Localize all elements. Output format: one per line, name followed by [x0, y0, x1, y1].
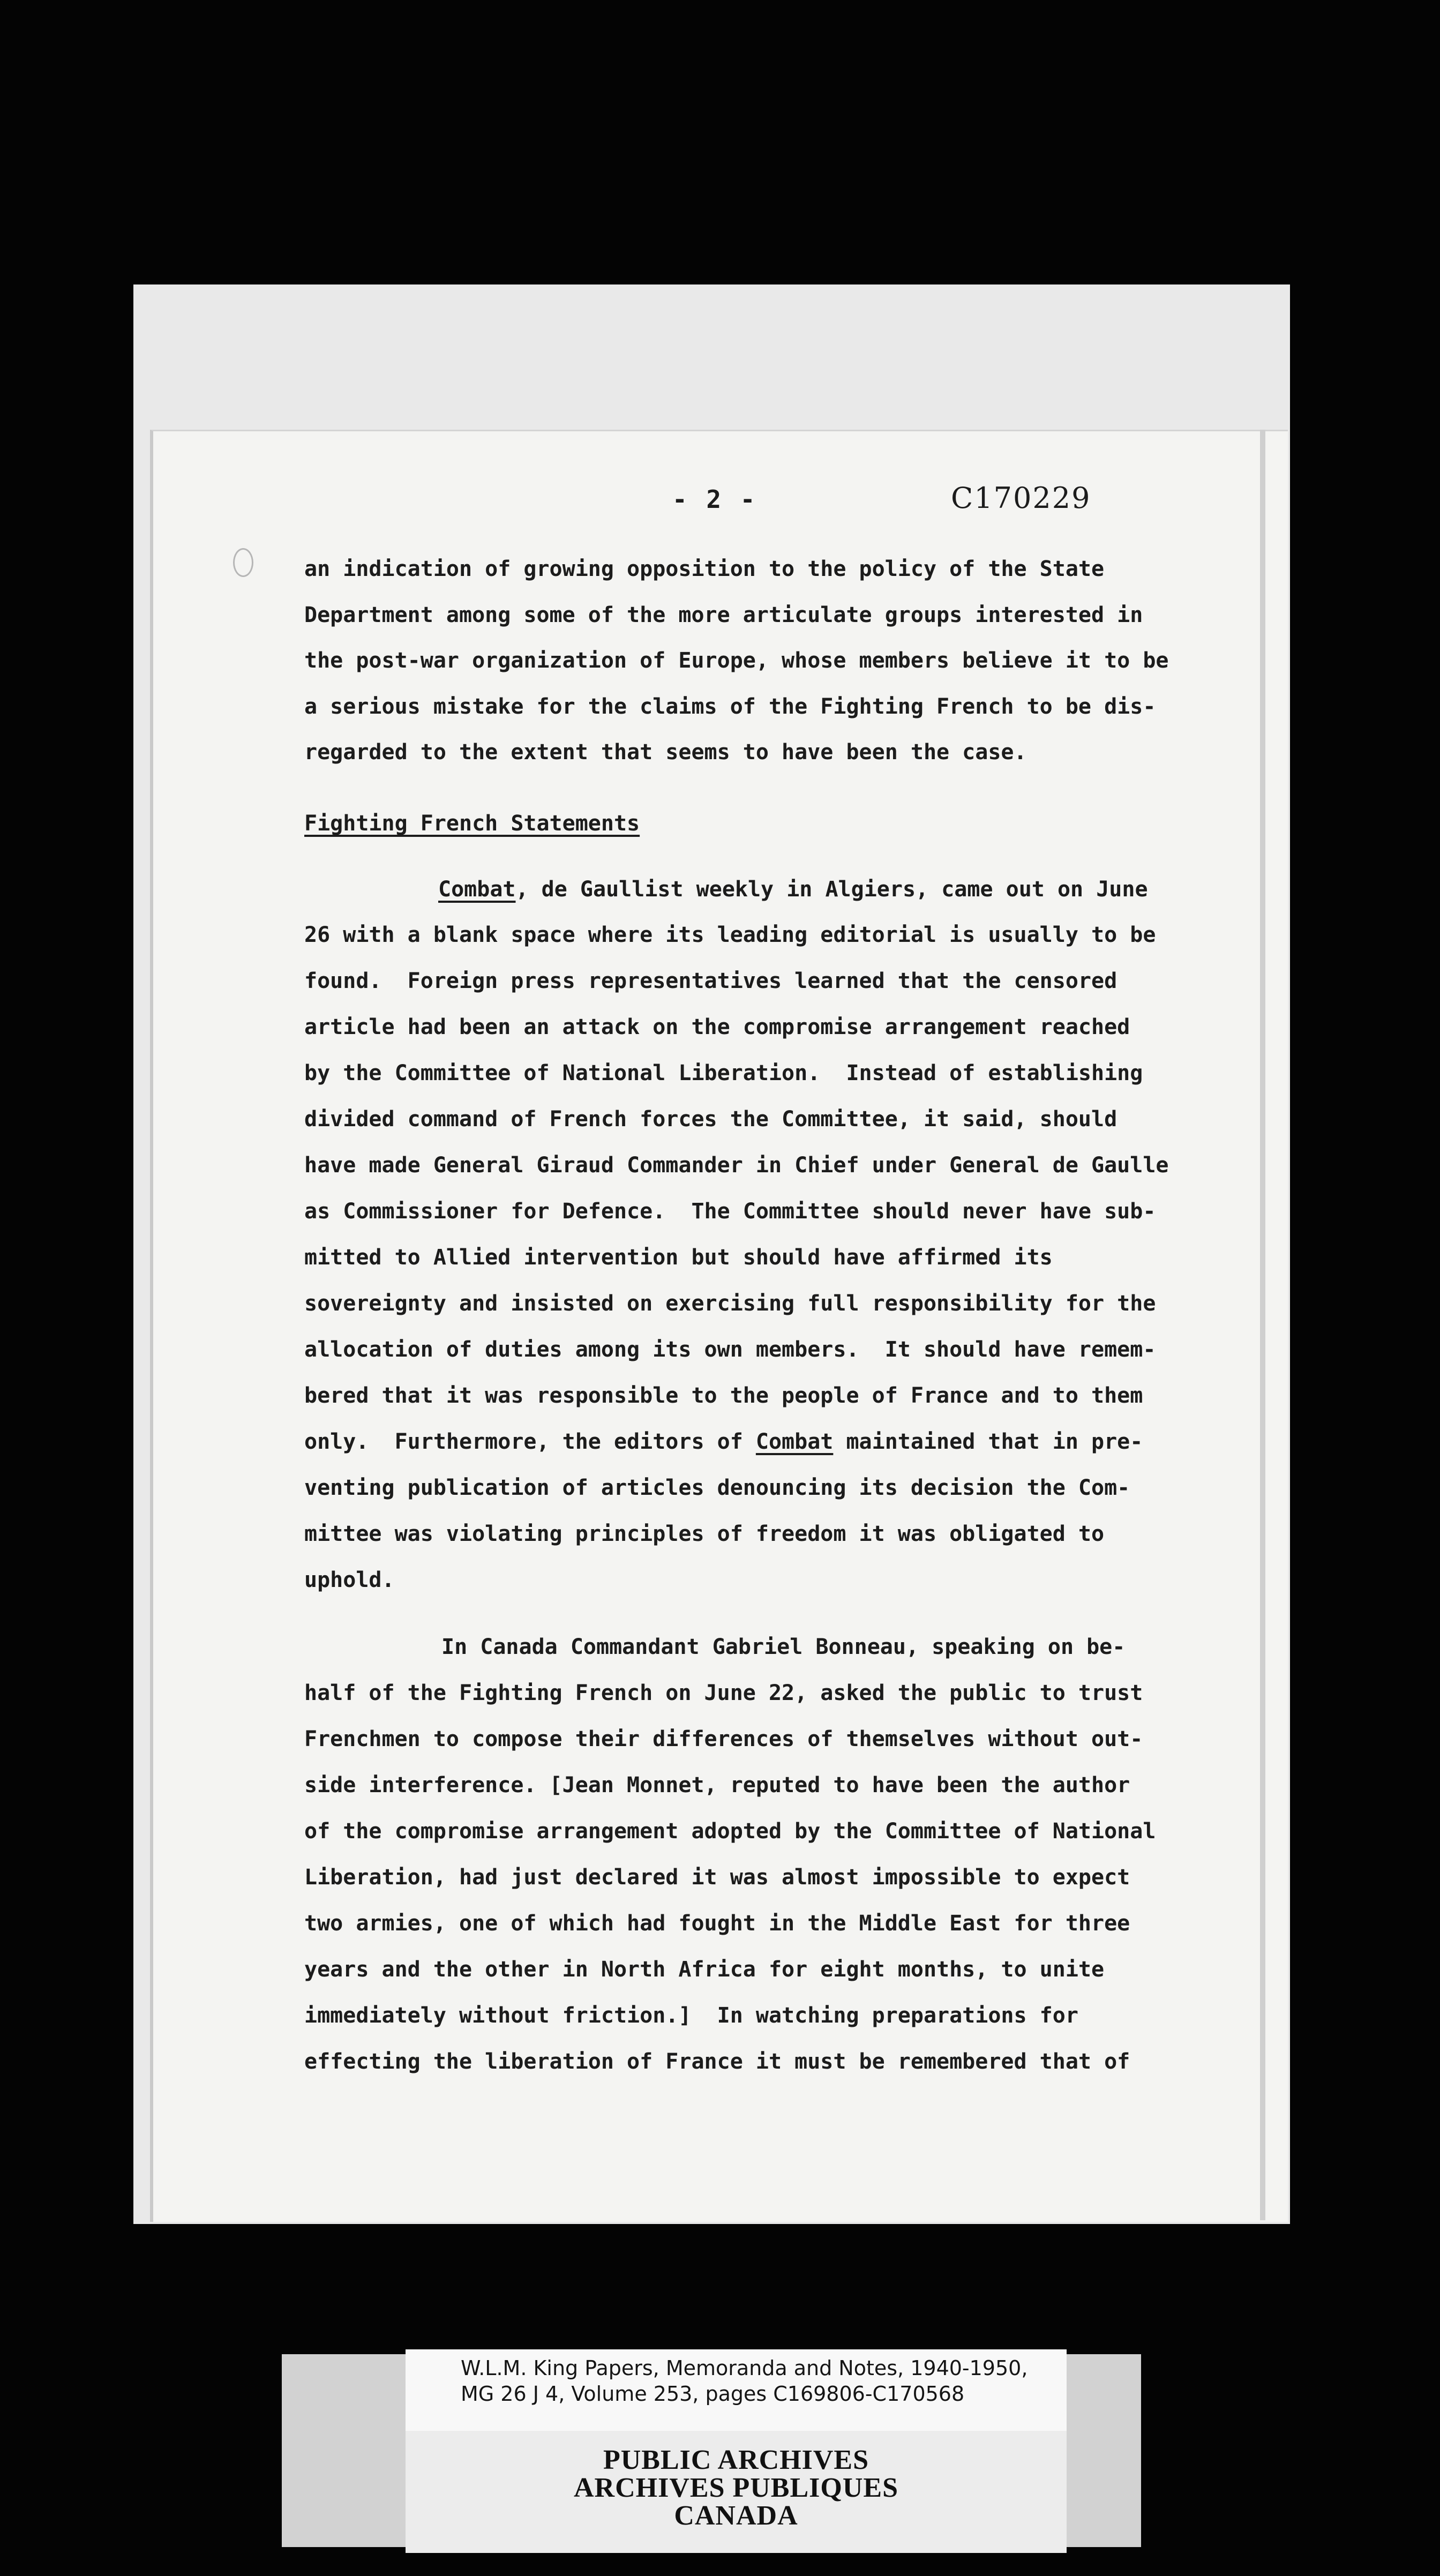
paragraph2-line: sovereignty and insisted on exercising full responsibility for the [304, 1291, 1156, 1316]
paragraph2-line: as Commissioner for Defence. The Committee should never have sub- [304, 1199, 1156, 1224]
paragraph1-line: regarded to the extent that seems to have been the case. [304, 740, 1027, 765]
paragraph2-line: mittee was violating principles of freedom it was obligated to [304, 1522, 1105, 1546]
paragraph1-line: the post-war organization of Europe, whose members believe it to be [304, 648, 1169, 673]
paragraph2-first-line [438, 879, 1148, 900]
paragraph2-line: mitted to Allied intervention but should have affirmed its [304, 1245, 1053, 1270]
paragraph2-combat-line [304, 1431, 1143, 1452]
paragraph2-line: bered that it was responsible to the people of France and to them [304, 1383, 1143, 1408]
paragraph2-line: have made General Giraud Commander in Chief under General de Gaulle [304, 1153, 1169, 1178]
paragraph2-line: 26 with a blank space where its leading editorial is usually to be [304, 923, 1156, 947]
archives-country: CANADA [674, 2500, 798, 2531]
page-edge [1260, 430, 1265, 2220]
combat-line-after: maintained that in pre- [833, 1429, 1143, 1454]
paragraph2-line: divided command of French forces the Committee, it said, should [304, 1107, 1118, 1132]
paragraph3-line: In Canada Commandant Gabriel Bonneau, speaking on be- [441, 1635, 1126, 1659]
paragraph3-line: Frenchmen to compose their differences of themselves without out- [304, 1727, 1143, 1751]
paragraph3-line: Liberation, had just declared it was almost impossible to expect [304, 1865, 1130, 1890]
paragraph2-line: article had been an attack on the compromise arrangement reached [304, 1015, 1130, 1039]
paragraph3-line: effecting the liberation of France it must be remembered that of [304, 2049, 1130, 2074]
paragraph3-line: side interference. [Jean Monnet, reputed to have been the author [304, 1773, 1130, 1798]
document-code: C170229 [951, 481, 1091, 515]
paragraph2-line: found. Foreign press representatives learned that the censored [304, 969, 1118, 993]
paragraph1-line: Department among some of the more articulate groups interested in [304, 603, 1143, 627]
paragraph3-line: two armies, one of which had fought in the Middle East for three [304, 1911, 1130, 1936]
archives-name-english: PUBLIC ARCHIVES [603, 2445, 869, 2475]
paragraph1-line: an indication of growing opposition to the policy of the State [304, 557, 1105, 581]
paragraph1-line: a serious mistake for the claims of the Fighting French to be dis- [304, 694, 1156, 719]
punch-hole [233, 548, 253, 577]
collection-citation-line2: MG 26 J 4, Volume 253, pages C169806-C170568 [461, 2382, 965, 2406]
combat-line-before: only. Furthermore, the editors of [304, 1429, 756, 1454]
first-line-rest: , de Gaullist weekly in Algiers, came out on June [515, 877, 1148, 902]
paragraph3-line: of the compromise arrangement adopted by the Committee of National [304, 1819, 1156, 1844]
paragraph2-line: allocation of duties among its own members. It should have remem- [304, 1337, 1156, 1362]
collection-citation-line1: W.L.M. King Papers, Memoranda and Notes, 1940-1950, [461, 2356, 1028, 2380]
page-number: - 2 - [672, 485, 758, 514]
paragraph2-line: by the Committee of National Liberation. Instead of establishing [304, 1061, 1143, 1085]
paragraph2-line: venting publication of articles denouncing its decision the Com- [304, 1476, 1130, 1500]
archives-name-french: ARCHIVES PUBLIQUES [573, 2473, 899, 2503]
publication-title: Combat [438, 877, 516, 902]
paragraph2-line: uphold. [304, 1568, 395, 1592]
paragraph3-line: immediately without friction.] In watching preparations for [304, 2003, 1078, 2028]
publication-title: Combat [755, 1429, 834, 1454]
paragraph3-line: years and the other in North Africa for eight months, to unite [304, 1957, 1105, 1982]
section-heading: Fighting French Statements [304, 811, 640, 836]
paragraph3-line: half of the Fighting French on June 22, asked the public to trust [304, 1681, 1143, 1705]
